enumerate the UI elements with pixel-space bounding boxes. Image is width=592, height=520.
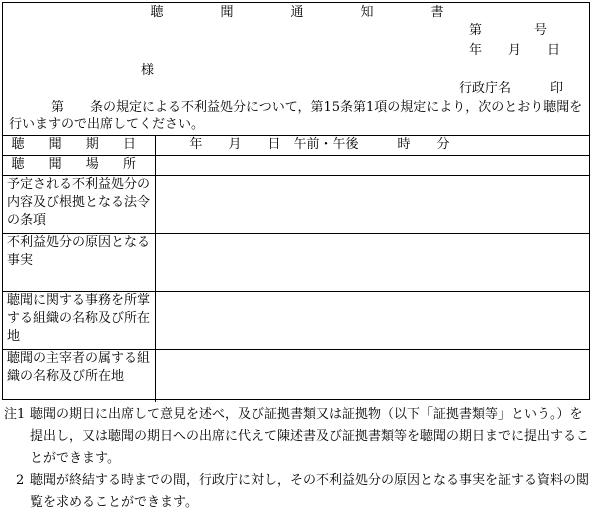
hearing-place-label: 聴 聞 場 所 — [3, 156, 155, 176]
table-row — [3, 292, 589, 350]
recipient-suffix: 様 — [141, 63, 155, 78]
disposition-cause-label: 不利益処分の原因となる事実 — [3, 234, 155, 292]
table-row — [3, 176, 589, 234]
note-2-text: 聴聞が終結する時までの間，行政庁に対し，その不利益処分の原因となる事実を証する資料の閲覧を求めることができます。 — [30, 473, 590, 510]
affairs-organization-label: 聴聞に関する事務を所掌する組織の名称及び所在地 — [3, 292, 155, 350]
notes-section — [2, 404, 590, 514]
hearing-place-value — [155, 156, 589, 176]
hearing-date-value: 年 月 日 午前・午後 時 分 — [155, 136, 589, 156]
hearing-details-table — [3, 135, 589, 402]
notice-form — [2, 2, 590, 400]
presiding-organization-value — [155, 350, 589, 402]
note-1-number: 注1 — [4, 407, 26, 422]
note-1-text: 聴聞の期日に出席して意見を述べ，及び証拠書類又は証拠物（以下「証拠書類等」という。）を提出し，又は聴聞の期日への出席に代えて陳述書及び証拠書類等を聴聞の期日までに提出することができます。 — [30, 407, 590, 466]
planned-disposition-value — [155, 176, 589, 234]
note-1 — [2, 404, 590, 470]
note-2-number: 2 — [16, 473, 25, 488]
hearing-date-label: 聴 聞 期 日 — [3, 136, 155, 156]
document-date-field: 年 月 日 — [469, 43, 561, 58]
planned-disposition-label: 予定される不利益処分の内容及び根拠となる法令の条項 — [3, 176, 155, 234]
document-number-field: 第 号 — [469, 23, 548, 38]
affairs-organization-value — [155, 292, 589, 350]
agency-name-seal: 行政庁名 印 — [459, 81, 564, 96]
table-row — [3, 350, 589, 402]
table-row — [3, 156, 589, 176]
disposition-cause-value — [155, 234, 589, 292]
table-row — [3, 234, 589, 292]
presiding-organization-label: 聴聞の主宰者の属する組織の名称及び所在地 — [3, 350, 155, 402]
table-row — [3, 136, 589, 156]
lead-text: 第 条の規定による不利益処分について，第15条第1項の規定により，次のとおり聴聞を行いますので出席してください。 — [9, 100, 583, 132]
note-2 — [2, 470, 590, 514]
form-title: 聴 聞 通 知 書 — [150, 5, 466, 20]
